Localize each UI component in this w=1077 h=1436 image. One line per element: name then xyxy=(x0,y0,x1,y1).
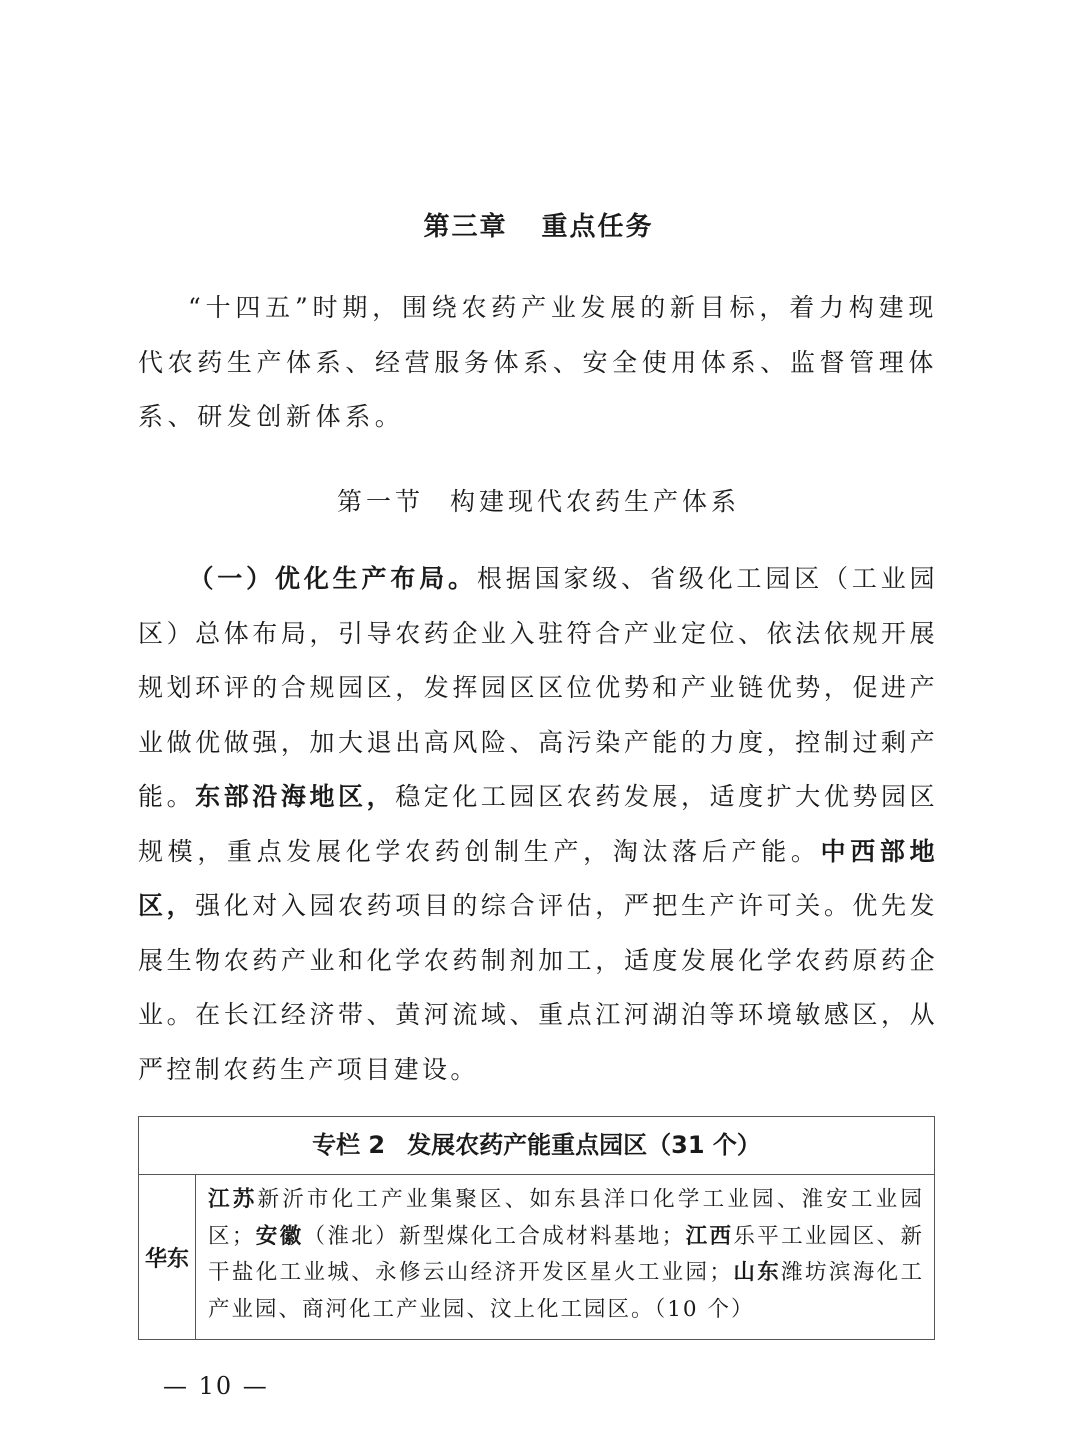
section-title xyxy=(0,482,1077,518)
paragraph-text-1: 根据国家级、省级化工园区（工业园区）总体布局，引导农药企业入驻符合产业定位、依法依规开展规划环评的合规园区，发挥园区区位优势和产业链优势，促进产业做优做强，加大退出高风险、高污染产能的力度，控制过剩产能。 xyxy=(138,564,938,811)
paragraph-text-2: 稳定化工园区农药发展，适度扩大优势园区规模，重点发展化学农药创制生产，淘汰落后产能。 xyxy=(138,782,938,866)
paragraph-text-3: 强化对入园农药项目的综合评估，严把生产许可关。优先发展生物农药产业和化学农药制剂加工，适度发展化学农药原药企业。在长江经济带、黄河流域、重点江河湖泊等环境敏感区，从严控制农药生产项目建设。 xyxy=(138,891,938,1084)
page-number: — 10 — xyxy=(163,1372,269,1400)
section-label: 第一节 xyxy=(336,487,424,516)
parks-jiangxi: 乐平工业园区、新干盐化工业城、永修云山经济开发区星火工业园； xyxy=(208,1223,924,1285)
province-jiangsu: 江苏 xyxy=(208,1187,258,1212)
intro-paragraph xyxy=(138,281,938,445)
layout-paragraph xyxy=(138,552,938,1097)
parks-shandong: 潍坊滨海化工产业园、商河化工产业园、汶上化工园区。（10 个） xyxy=(208,1260,924,1322)
parks-jiangsu: 新沂市化工产业集聚区、如东县洋口化学工业园、淮安工业园区； xyxy=(208,1187,924,1249)
column-box xyxy=(138,1116,935,1340)
chapter-title xyxy=(0,206,1077,243)
chapter-heading: 重点任务 xyxy=(541,212,654,242)
region-central-west: 中西部地区， xyxy=(138,836,938,920)
chapter-label: 第三章 xyxy=(423,212,508,242)
region-cell: 华东 xyxy=(139,1175,196,1340)
box-title: 发展农药产能重点园区（31 个） xyxy=(407,1131,761,1159)
box-header xyxy=(139,1117,934,1175)
parks-anhui: （淮北）新型煤化工合成材料基地； xyxy=(303,1223,686,1249)
parks-list xyxy=(196,1175,934,1340)
province-anhui: 安徽 xyxy=(255,1223,304,1249)
region-east-coast: 东部沿海地区， xyxy=(195,782,396,811)
section-heading: 构建现代农药生产体系 xyxy=(450,487,741,516)
province-jiangxi: 江西 xyxy=(685,1223,734,1249)
box-label: 专栏 2 xyxy=(312,1131,386,1159)
province-shandong: 山东 xyxy=(732,1260,782,1285)
intro-text: “十四五”时期，围绕农药产业发展的新目标，着力构建现代农药生产体系、经营服务体系、安全使用体系、监督管理体系、研发创新体系。 xyxy=(138,293,938,431)
paragraph-heading: （一）优化生产布局。 xyxy=(188,564,477,593)
box-row xyxy=(139,1175,934,1340)
